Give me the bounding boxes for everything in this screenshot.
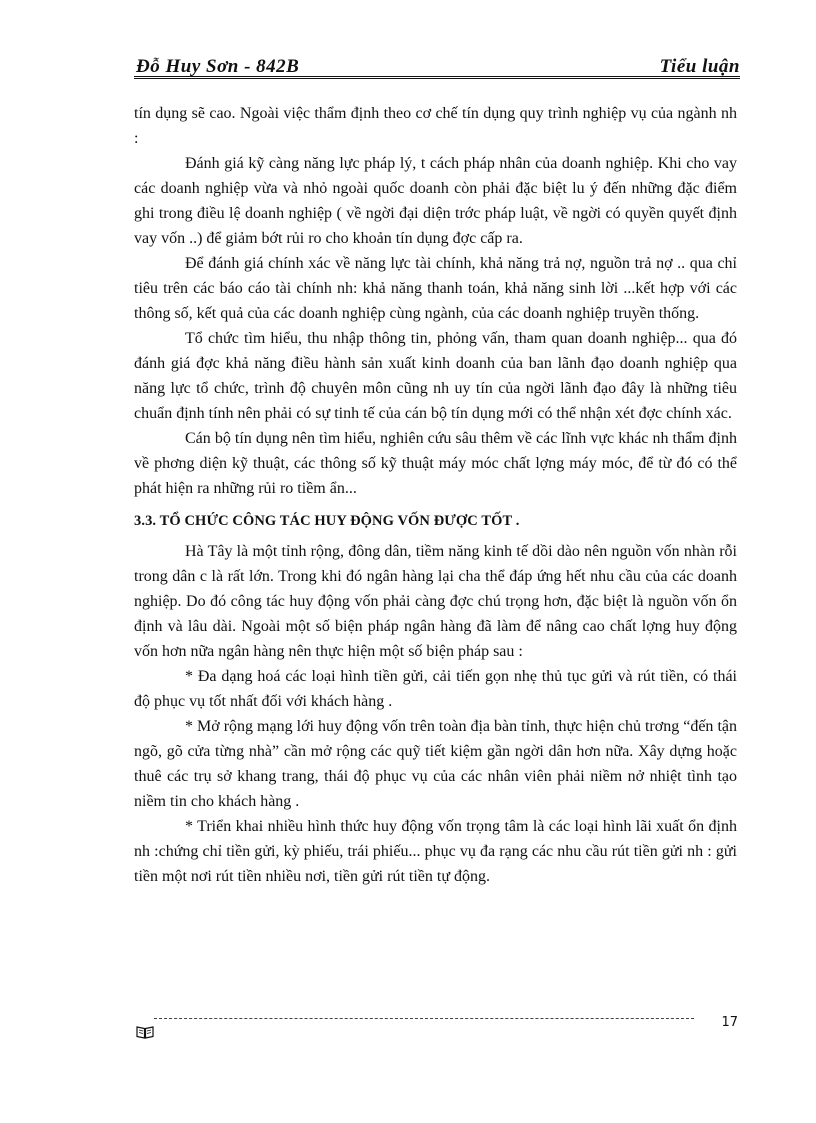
paragraph-continuation: tín dụng sẽ cao. Ngoài việc thẩm định theo cơ chế tín dụng quy trình nghiệp vụ của ngành nh : <box>134 105 737 147</box>
header-author: Đỗ Huy Sơn - 842B <box>136 56 300 77</box>
page-number: 17 <box>721 1015 738 1030</box>
page-header <box>134 54 740 80</box>
paragraph-legal-capacity: Đánh giá kỹ càng năng lực pháp lý, t cách pháp nhân của doanh nghiệp. Khi cho vay các doanh nghiệp vừa và nhỏ ngoài quốc doanh còn phải đặc biệt lu ý đến những đặc điểm ghi trong điều lệ doanh nghiệp ( về ngời đại diện trớc pháp luật, về ngời có quyền quyết định vay vốn ..) để giảm bớt rủi ro cho khoản tín dụng đợc cấp ra. <box>134 155 737 247</box>
paragraph-credit-officer-research: Cán bộ tín dụng nên tìm hiểu, nghiên cứu sâu thêm về các lĩnh vực khác nh thẩm định về phơng diện kỹ thuật, các thông số kỹ thuật máy móc chất lợng máy móc, để từ đó có thể phát hiện ra những rủi ro tiềm ẩn... <box>134 430 737 497</box>
footer-rule <box>154 1018 694 1019</box>
paragraph-financial-capacity: Để đánh giá chính xác về năng lực tài chính, khả năng trả nợ, nguồn trả nợ .. qua chỉ tiêu trên các báo cáo tài chính nh: khả năng thanh toán, khả năng sinh lời ...kết hợp với các thông số, kết quả của các doanh nghiệp cùng ngành, của các doanh nghiệp truyền thống. <box>134 255 737 322</box>
bullet-diversify-deposits: * Đa dạng hoá các loại hình tiền gửi, cải tiến gọn nhẹ thủ tục gửi và rút tiền, có thái độ phục vụ tốt nhất đối với khách hàng . <box>134 668 737 710</box>
bullet-expand-network: * Mở rộng mạng lới huy động vốn trên toàn địa bàn tỉnh, thực hiện chủ trơng “đến tận ngõ, gõ cửa từng nhà” cần mở rộng các quỹ tiết kiệm gần ngời dân hơn nữa. Xây dựng hoặc thuê các trụ sở khang trang, thái độ phục vụ của các nhân viên phải niềm nở nhiệt tình tạo niềm tin cho khách hàng . <box>134 718 737 810</box>
paragraph-ha-tay-intro: Hà Tây là một tỉnh rộng, đông dân, tiềm năng kinh tế dồi dào nên nguồn vốn nhàn rỗi trong dân c là rất lớn. Trong khi đó ngân hàng lại cha thể đáp ứng hết nhu cầu của các doanh nghiệp. Do đó công tác huy động vốn phải càng đợc chú trọng hơn, đặc biệt là nguồn vốn ổn định và lâu dài. Ngoài một số biện pháp ngân hàng đã làm để nâng cao chất lợng huy động vốn hơn nữa ngân hàng nên thực hiện một số biện pháp sau : <box>134 543 737 660</box>
header-rule <box>134 76 740 79</box>
page-footer <box>134 1013 740 1043</box>
open-book-icon <box>136 1025 154 1039</box>
header-doc-type: Tiểu luận <box>659 56 740 77</box>
paragraph-information-gathering: Tổ chức tìm hiểu, thu nhập thông tin, phỏng vấn, tham quan doanh nghiệp... qua đó đánh giá đợc khả năng điều hành sản xuất kinh doanh của ban lãnh đạo doanh nghiệp qua năng lực tổ chức, trình độ chuyên môn cũng nh uy tín của ngời lãnh đạo đây là những tiêu chuẩn định tính nên phải có sự tinh tế của cán bộ tín dụng mới có thể nhận xét đợc chính xác. <box>134 330 737 422</box>
page-body <box>134 101 737 889</box>
bullet-deposit-forms: * Triển khai nhiều hình thức huy động vốn trọng tâm là các loại hình lãi xuất ổn định nh :chứng chỉ tiền gửi, kỳ phiếu, trái phiếu... phục vụ đa rạng các nhu cầu rút tiền gửi nh : gửi tiền một nơi rút tiền nhiều nơi, tiền gửi rút tiền tự động. <box>134 818 737 885</box>
section-heading: 3.3. TỔ CHỨC CÔNG TÁC HUY ĐỘNG VỐN ĐƯỢC TỐT . <box>134 513 520 529</box>
